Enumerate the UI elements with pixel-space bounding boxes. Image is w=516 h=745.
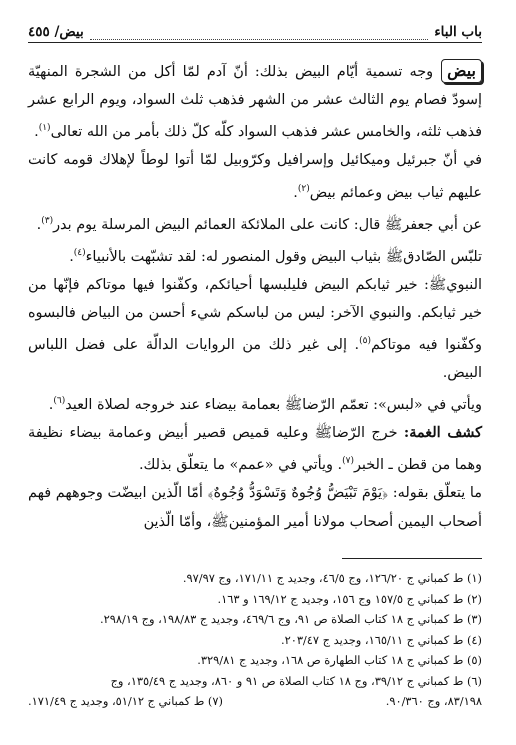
- paragraph-6-text: ويأتي في «لبس»: تعمّم الرّضاﷺ بعمامة بيضاء عند خروجه لصلاة العيد: [65, 397, 482, 414]
- page-header: [28, 20, 482, 40]
- paragraph-7-text-b: . ويأتي في «عمم» ما يتعلّق بذلك.: [138, 457, 343, 474]
- paragraph-6: ويأتي في «لبس»: تعمّم الرّضاﷺ بعمامة بيضاء عند خروجه لصلاة العيد$^{(٦)}$.: [48, 396, 482, 414]
- paragraph-7-text-a: خرج الرّضاﷺ وعليه قميص قصير أبيض وعمامة بيضاء نظيفة وهما من قطن ـ الخبر: [28, 425, 482, 474]
- source-label: كشف الغمة:: [403, 424, 482, 442]
- footnote-ref-1: (١): [38, 123, 51, 134]
- header-leader-dots: [90, 27, 429, 40]
- paragraph-8-text: ما يتعلّق بقوله: ﴿يَوْمَ تَبْيَضُّ وُجُوهٌ وَتَسْوَدُّ وُجُوهٌ﴾ أمّا الّذين ابيضّت وجوههم فهم أصحاب اليمين أصحاب مولانا أمير المؤمنينﷺ، وأمّا الّذين: [28, 485, 482, 530]
- footnote-row-last: [28, 691, 482, 712]
- footnote-3: (٣) ط كمباني ج ١٨ كتاب الصلاة ص ٩١، وج ٤٦٩/٦، وجديد ج ١٩٨/٨٣، وج ٢٩٨/١٩.: [99, 612, 482, 626]
- chapter-title: باب الباء: [434, 24, 482, 40]
- paragraph-4: تلبّس الصّادقﷺ بثياب البيض وقول المنصور له: لقد تشبّهت بالأنبياء$^{(٤)}$.: [69, 247, 482, 265]
- footnote-ref-7: (٧): [342, 456, 354, 467]
- entry-keyword-box: بيض: [441, 59, 482, 83]
- paragraph-8: [28, 479, 482, 535]
- footnotes: [28, 568, 482, 712]
- paragraph-2: في أنّ جبرئيل وميكائيل وإسرافيل وكرّوبيل لمّا أتوا لوطاً لإهلاك قومه كانت عليهم ثياب بيض وعمائم بيض$^{(٢)}$.: [28, 152, 482, 201]
- page-label: بيض/ ٤٥٥: [28, 24, 84, 40]
- footnote-ref-5: (٥): [359, 336, 372, 347]
- footnote-6-cont: ٨٣/١٩٨، وج ٩٠/٣٦٠.: [385, 694, 482, 708]
- footnote-5: (٥) ط كمباني ج ١٨ كتاب الطهارة ص ١٦٨، وجديد ج ٣٢٩/٨١.: [197, 653, 482, 667]
- paragraph-1-text: وجه تسمية أيّام البيض بذلك: أنّ آدم لمّا أكل من الشجرة المنهيّة إسودّ فصام يوم الثالث عشر من الشهر فذهب ثلث السواد، ويوم الرابع عشر فذهب ثلثه، والخامس عشر فذهب السواد كلّه كلّ ذلك بأمر من الله تعالى: [28, 64, 482, 141]
- footnote-1: (١) ط كمباني ج ١٢٦/٢٠، وج ٤٦/٥، وجديد ج ١٧١/١١، وج ٩٧/٩٧.: [182, 571, 482, 585]
- paragraph-4-text: تلبّس الصّادقﷺ بثياب البيض وقول المنصور له: لقد تشبّهت بالأنبياء: [85, 248, 482, 265]
- footnote-ref-3: (٣): [41, 215, 54, 226]
- paragraph-3: عن أبي جعفرﷺ قال: كانت على الملائكة العمائم البيض المرسلة يوم بدر$^{(٣)}$.: [36, 215, 482, 233]
- paragraph-7: [28, 419, 482, 479]
- paragraph-5-text-a: النبويﷺ: خير ثيابكم البيض فليلبسها أحيائكم، وكفّنوا فيها موتاكم فإنّها من خير ثيابكم. والنبوي الآخر: ليس من لباسكم شيء أحسن من البياض فالبسوه وكفّنوا فيه موتاكم: [28, 276, 482, 353]
- footnote-separator: [342, 558, 482, 559]
- footnote-ref-2: (٢): [297, 183, 310, 194]
- footnote-4: (٤) ط كمباني ج ١٦٥/١١، وجديد ج ٢٠٣/٤٧.: [280, 632, 482, 647]
- paragraph-2-text: في أنّ جبرئيل وميكائيل وإسرافيل وكرّوبيل لمّا أتوا لوطاً لإهلاك قومه كانت عليهم ثياب بيض وعمائم بيض: [28, 152, 482, 201]
- paragraph-5: [28, 271, 482, 388]
- header-rule: [28, 42, 482, 43]
- footnote-ref-6: (٦): [53, 396, 66, 407]
- main-text: [28, 58, 482, 536]
- footnote-ref-4: (٤): [73, 247, 86, 258]
- paragraph-3-text: عن أبي جعفرﷺ قال: كانت على الملائكة العمائم البيض المرسلة يوم بدر: [53, 216, 482, 233]
- footnote-7: (٧) ط كمباني ج ٥١/١٢، وجديد ج ١٧١/٤٩.: [28, 694, 223, 708]
- paragraph-1: بيضوجه تسمية أيّام البيض بذلك: أنّ آدم لمّا أكل من الشجرة المنهيّة إسودّ فصام يوم الثالث عشر من الشهر فذهب ثلث السواد، ويوم الرابع عشر فذهب ثلثه، والخامس عشر فذهب السواد كلّه كلّ ذلك بأمر من الله تعالى$^{(١)}$.: [28, 61, 482, 141]
- paragraph-5-text-b: . إلى غير ذلك من الروايات الدالّة على فضل اللباس البيض.: [28, 336, 482, 382]
- footnote-2: (٢) ط كمباني ج ١٥٧/٥ وج ١٥٦، وجديد ج ١٦٩/١٢ و ١٦٣.: [217, 591, 482, 606]
- footnote-6: (٦) ط كمباني ج ٣٩/١٢، وج ١٨ كتاب الصلاة ص ٩١ و ٨٦٠، وجديد ج ١٣٥/٤٩، وج: [110, 673, 482, 688]
